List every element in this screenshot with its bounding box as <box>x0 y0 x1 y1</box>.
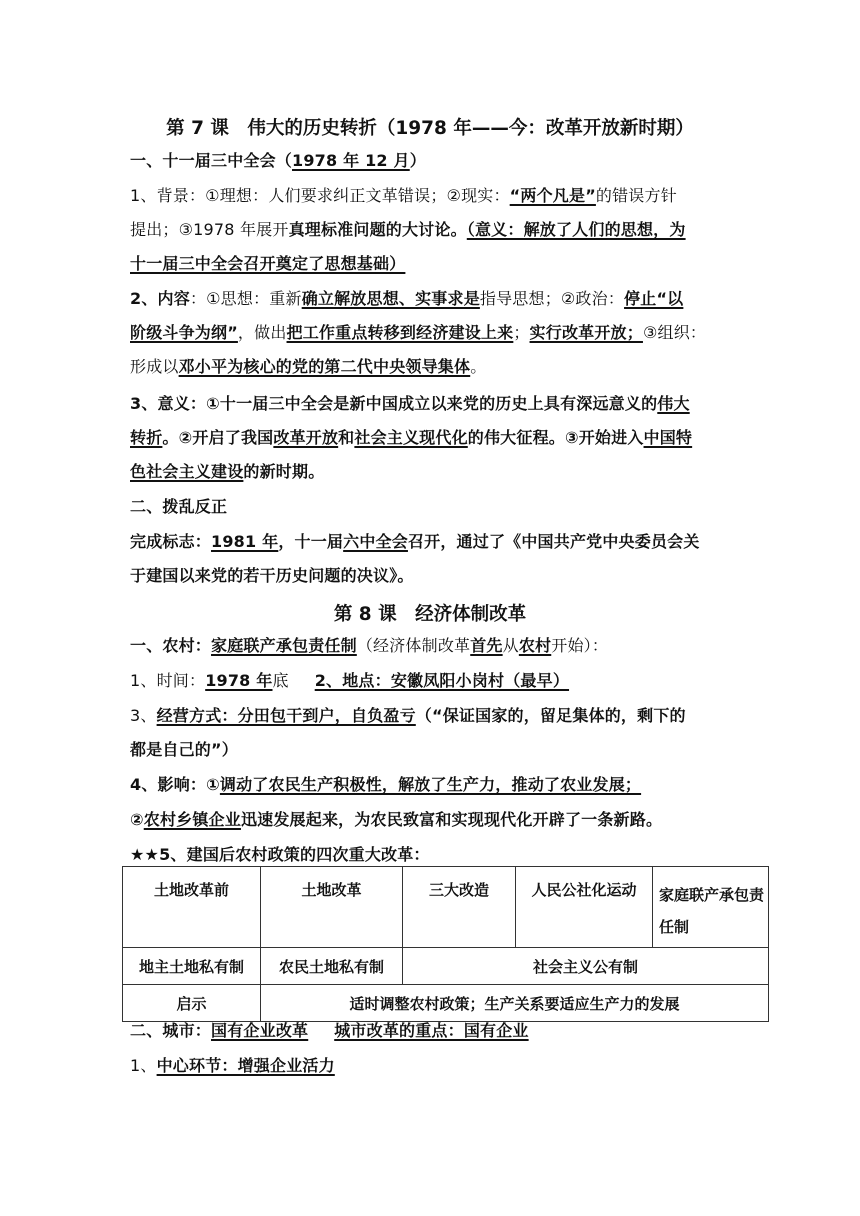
text: 。 <box>450 220 467 239</box>
heading-text: ） <box>409 151 426 170</box>
label: 1、 <box>130 1056 157 1075</box>
text: 的伟大征程。③开始进入 <box>467 428 644 447</box>
key-term: 1978 年 <box>205 671 273 690</box>
content-line-2 <box>130 323 740 343</box>
text: 。 <box>470 357 487 376</box>
impact-line-1 <box>130 775 740 795</box>
key-term: 确立解放思想、实事求是 <box>301 289 480 308</box>
background-line-2 <box>130 220 740 240</box>
text: 召开，通过了《中国共产党中央委员会关 <box>407 532 700 551</box>
text: 提出；③1978 年展开 <box>130 220 289 239</box>
key-term: 中心环节：增强企业活力 <box>156 1056 335 1075</box>
meaning-line-2 <box>130 428 740 448</box>
key-term: 色社会主义建设 <box>130 462 244 481</box>
impact-line-2 <box>130 810 740 830</box>
text: 和 <box>338 428 355 447</box>
key-term: 转折 <box>130 428 163 447</box>
core-link-line <box>130 1056 740 1076</box>
key-term: 伟大 <box>657 394 690 413</box>
text: ③组织： <box>642 323 707 342</box>
key-term: （意义：解放了人们的思想，为 <box>466 220 686 239</box>
key-term: 改革开放 <box>273 428 339 447</box>
key-term: 中国特 <box>643 428 693 447</box>
reform-table <box>122 866 769 1022</box>
table-cell: 启示 <box>123 985 261 1022</box>
key-term: 邓小平为核心的党的第二代中央领导集体 <box>178 357 471 376</box>
content-line-3 <box>130 357 740 377</box>
key-term: 城市改革的重点：国有企业 <box>334 1021 529 1040</box>
label: 1、时间： <box>130 671 206 690</box>
content-line-1 <box>130 289 740 309</box>
text: ，做出 <box>237 323 287 342</box>
heading-text: 一、十一届三中全会（ <box>130 151 293 170</box>
completion-line-2: 于建国以来党的若干历史问题的决议》。 <box>130 566 414 585</box>
key-term: 真理标准问题的大讨论 <box>288 220 451 239</box>
text: 开始）： <box>551 636 609 655</box>
key-term: 家庭联产承包责任制 <box>211 636 357 655</box>
key-term: 实行改革开放； <box>529 323 643 342</box>
heading-text: 一、农村： <box>130 636 212 655</box>
key-term: 国有企业改革 <box>211 1021 309 1040</box>
label: 3、 <box>130 706 157 725</box>
label: 完成标志： <box>130 532 212 551</box>
table-header-cell: 土地改革 <box>261 867 403 948</box>
time-place-line <box>130 671 740 691</box>
text: 1、背景：①理想：人们要求纠正文革错误；②现实： <box>130 186 510 205</box>
background-line-3: 十一届三中全会召开奠定了思想基础） <box>130 254 406 273</box>
table-cell: 农民土地私有制 <box>261 948 403 985</box>
table-header-cell: 三大改造 <box>403 867 516 948</box>
key-term: 1981 年 <box>211 532 279 551</box>
text: ； <box>513 323 530 342</box>
key-term: 首先 <box>470 636 503 655</box>
key-term: “两个凡是” <box>509 186 596 205</box>
key-term: 农村 <box>518 636 552 655</box>
table-row <box>123 985 769 1022</box>
table-header-cell: 家庭联产承包责任制 <box>653 867 769 948</box>
lesson-8-title: 第 8 课 经济体制改革 <box>333 604 527 625</box>
heading-text: 二、城市： <box>130 1021 212 1040</box>
table-cell: 适时调整农村政策；生产关系要适应生产力的发展 <box>261 985 769 1022</box>
text: 形成以 <box>130 357 179 376</box>
background-line-1 <box>130 186 740 206</box>
heading-date: 1978 年 12 月 <box>292 151 410 170</box>
completion-line-1 <box>130 532 740 552</box>
key-term: 经营方式：分田包干到户，自负盈亏 <box>156 706 416 725</box>
text: （“保证国家的，留足集体的，剩下的 <box>415 706 686 725</box>
table-cell: 地主土地私有制 <box>123 948 261 985</box>
mode-line-2: 都是自己的”） <box>130 740 238 759</box>
key-term: 社会主义现代化 <box>354 428 468 447</box>
section-2-heading: 二、拨乱反正 <box>130 497 228 516</box>
text: ，十一届 <box>278 532 344 551</box>
text: 的错误方针 <box>595 186 677 205</box>
key-term: 阶级斗争为纲” <box>130 323 238 342</box>
text: 的新时期。 <box>243 462 325 481</box>
table-header-cell: 人民公社化运动 <box>516 867 653 948</box>
label: 2、内容 <box>130 289 190 308</box>
text: 底 <box>272 671 289 690</box>
meaning-line-1 <box>130 394 740 414</box>
key-term: 调动了农民生产积极性，解放了生产力，推动了农业发展； <box>219 775 642 794</box>
table-cell: 社会主义公有制 <box>403 948 769 985</box>
text: ② <box>130 810 144 829</box>
key-term: 六中全会 <box>343 532 408 551</box>
lesson-7-title: 第 7 课 伟大的历史转折（1978 年——今：改革开放新时期） <box>166 118 694 139</box>
text: 。②开启了我国 <box>162 428 274 447</box>
urban-heading <box>130 1021 740 1041</box>
text: 指导思想；②政治： <box>479 289 625 308</box>
section-1-heading <box>130 151 740 171</box>
key-term: 2、地点：安徽凤阳小岗村（最早） <box>314 671 570 690</box>
table-intro: ★★5、建国后农村政策的四次重大改革： <box>130 845 430 864</box>
key-term: 把工作重点转移到经济建设上来 <box>286 323 514 342</box>
mode-line-1 <box>130 706 740 726</box>
text: （经济体制改革 <box>356 636 471 655</box>
text: 迅速发展起来，为农民致富和实现现代化开辟了一条新路。 <box>240 810 663 829</box>
table-row <box>123 867 769 948</box>
table-header-cell: 土地改革前 <box>123 867 261 948</box>
label: 4、影响：① <box>130 775 220 794</box>
rural-heading <box>130 636 740 656</box>
table-row <box>123 948 769 985</box>
text: 从 <box>502 636 519 655</box>
text: ：①思想：重新 <box>189 289 302 308</box>
text: 3、意义：①十一届三中全会是新中国成立以来党的历史上具有深远意义的 <box>130 394 658 413</box>
meaning-line-3 <box>130 462 740 482</box>
key-term: 停止“以 <box>624 289 684 308</box>
key-term: 农村乡镇企业 <box>143 810 241 829</box>
